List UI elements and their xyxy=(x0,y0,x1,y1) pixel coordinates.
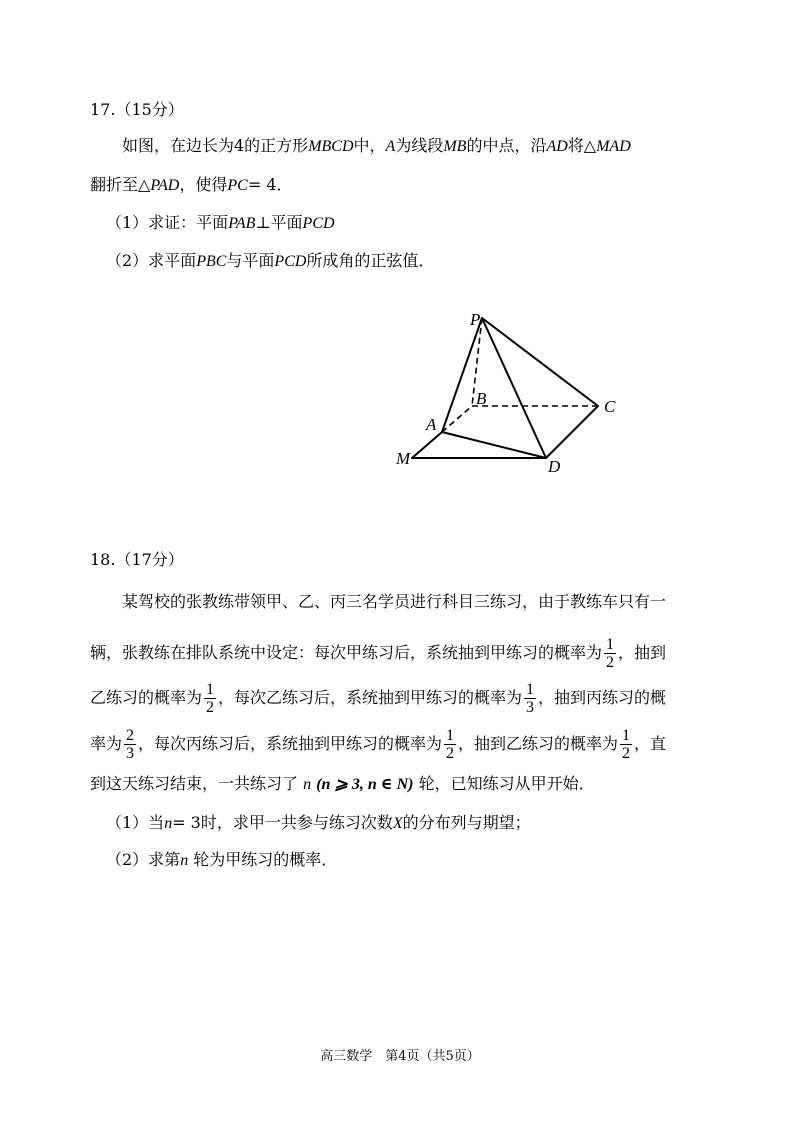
fraction-2-3: $\frac{2}{3}$ xyxy=(126,727,135,762)
pyramid-figure xyxy=(380,300,640,480)
edge-PD xyxy=(482,318,546,458)
q17-stem-line1: 如图，在边长为4的正方形MBCD中，A为线段MB的中点，沿AD将△MAD xyxy=(122,136,631,155)
fraction-1-3: $\frac{1}{3}$ xyxy=(526,681,535,716)
label-C: C xyxy=(604,397,616,416)
q17-part2: （2）求平面PBC与平面PCD所成角的正弦值． xyxy=(106,251,435,270)
edge-PC xyxy=(482,318,598,406)
fraction-1-2: $\frac{1}{2}$ xyxy=(622,727,631,762)
q18-part2: （2）求第n 轮为甲练习的概率． xyxy=(106,850,338,869)
q18-stem-line2: 辆，张教练在排队系统中设定：每次甲练习后，系统抽到甲练习的概率为 $\frac{1}{2}$ ，抽到 xyxy=(90,636,667,671)
n-condition: (n ⩾ 3, n ∈ N) xyxy=(316,776,414,793)
q17-header: 17.（15分） xyxy=(90,100,184,119)
edge-CD xyxy=(546,406,598,458)
fraction-1-2: $\frac{1}{2}$ xyxy=(606,636,615,671)
q17-part1: （1）求证：平面PAB⊥平面PCD xyxy=(106,213,335,232)
edge-AD xyxy=(442,432,546,458)
fraction-1-2: $\frac{1}{2}$ xyxy=(446,727,455,762)
label-D: D xyxy=(548,457,561,476)
q18-stem-line3: 乙练习的概率为 $\frac{1}{2}$ ，每次乙练习后，系统抽到甲练习的概率为 $\frac{1}{3}$ ，抽到丙练习的概 xyxy=(90,681,667,716)
fraction-1-2: $\frac{1}{2}$ xyxy=(206,681,215,716)
q17-stem-line2: 翻折至△PAD，使得PC= 4． xyxy=(90,175,293,194)
page-footer: 高三数学 第4页（共5页） xyxy=(320,1049,480,1064)
edge-AM xyxy=(412,432,442,458)
q18-part1: （1）当n= 3时，求甲一共参与练习次数X的分布列与期望； xyxy=(106,813,531,832)
q18-stem-line5: 到这天练习结束，一共练习了 n (n ⩾ 3, n ∈ N) 轮，已知练习从甲开始． xyxy=(90,774,595,793)
label-B: B xyxy=(476,389,487,408)
edge-PA xyxy=(442,318,482,432)
label-M: M xyxy=(396,449,411,468)
q18-stem-line1: 某驾校的张教练带领甲、乙、丙三名学员进行科目三练习，由于教练车只有一 xyxy=(122,592,667,611)
q18-stem-line4: 率为 $\frac{2}{3}$ ，每次丙练习后，系统抽到甲练习的概率为 $\frac{1}{2}$ ，抽到乙练习的概率为 $\frac{1}{2}$ ，直 xyxy=(90,727,667,762)
label-P: P xyxy=(470,310,481,329)
q18-header: 18.（17分） xyxy=(90,550,184,569)
label-A: A xyxy=(426,415,437,434)
